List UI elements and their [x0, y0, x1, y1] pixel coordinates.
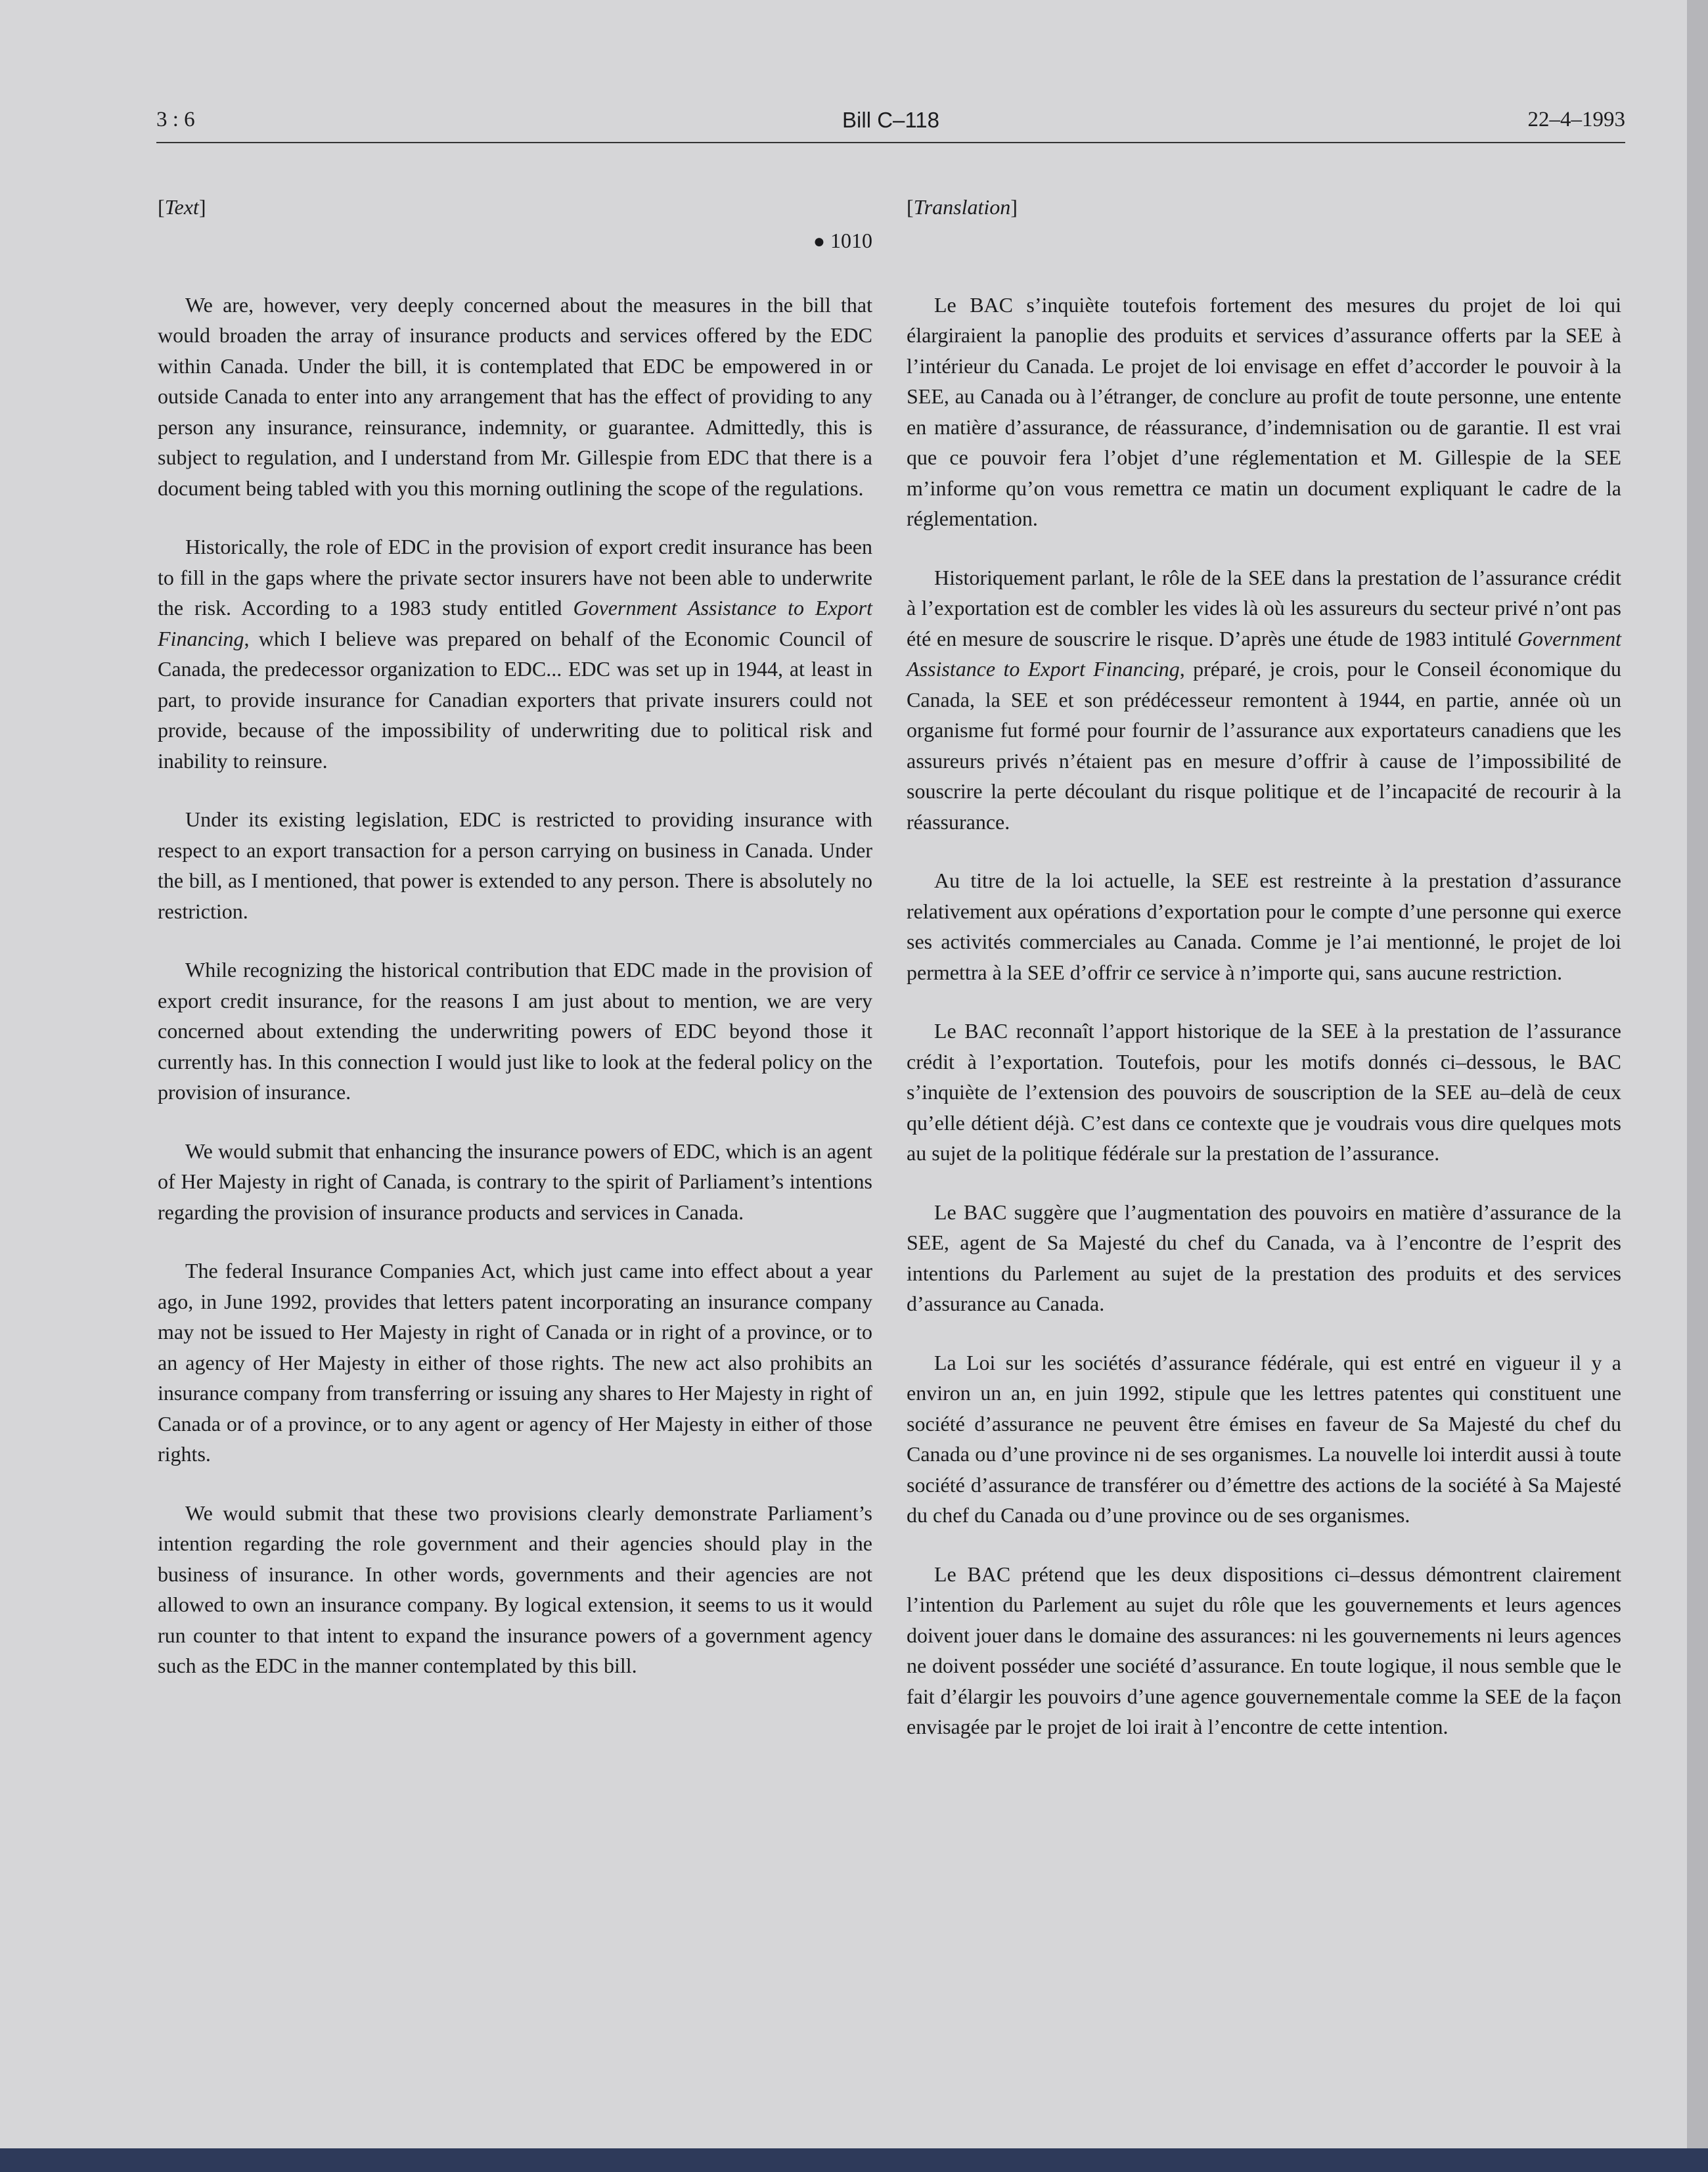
scan-bottom-edge	[0, 2148, 1708, 2172]
column-label-translation: [Translation]	[907, 195, 1018, 219]
paragraph: We are, however, very deeply concerned about the measures in the bill that would broaden the array of insurance products and services offered by the EDC within Canada. Under the bill, it is contemplated that EDC be empowered in or outside Canada to enter into any arrangement that has the effect of providing to any person any insurance, reinsurance, indemnity, or guarantee. Admittedly, this is subject to regulation, and I understand from Mr. Gillespie from EDC that there is a document being tabled with you this morning outlining the scope of the regulations.	[158, 292, 872, 500]
study-title: Government Assistance to Export Financing	[907, 626, 1621, 681]
paragraph: Le BAC prétend que les deux dispositions ci–dessus démontrent clairement l’intention du Parlement au sujet du rôle que les gouvernements et leurs agences doivent jouer dans le domaine des assurances: ni les gouvernements ni leurs agences ne doivent posséder une société d’assurance. En toute logique, il nous semble que le fait d’élargir les pouvoirs d’une agence gouvernementale comme la SEE de la façon envisagée par le projet de loi irait à l’encontre de cette intention.	[907, 1562, 1621, 1738]
paragraph: While recognizing the historical contribution that EDC made in the provision of export credit insurance, for the reasons I am just about to mention, we are very concerned about extending the underwriting powers of EDC beyond those it currently has. In this connection I would just like to look at the federal policy on the provision of insurance.	[158, 958, 872, 1104]
paragraph: The federal Insurance Companies Act, which just came into effect about a year ago, in June 1992, provides that letters patent incorporating an insurance company may not be issued to Her Majesty in right of Canada or in right of a province, or to an agency of Her Majesty in either of those rights. The new act also prohibits an insurance company from transferring or issuing any shares to Her Majesty in right of Canada or of a province, or to any agent or agency of Her Majesty in either of those rights.	[158, 1259, 872, 1466]
english-column	[158, 192, 872, 1709]
paragraph: We would submit that enhancing the insurance powers of EDC, which is an agent of Her Majesty in right of Canada, is contrary to the spirit of Parliament’s intentions regarding the provision of insurance products and services in Canada.	[158, 1139, 872, 1224]
page-number: 3 : 6	[156, 108, 195, 131]
paragraph: Le BAC s’inquiète toutefois fortement des mesures du projet de loi qui élargiraient la panoplie des produits et services d’assurance offerts par la SEE à l’intérieur du Canada. Le projet de loi envisage en effet d’accorder le pouvoir à la SEE, au Canada ou à l’étranger, de conclure au profit de toute personne, une entente en matière d’assurance, de réassurance, d’indemnisation ou de garantie. Il est vrai que ce pouvoir fera l’objet d’une réglementation et M. Gillespie de la SEE m’informe qu’on vous remettra ce matin un document expliquant le cadre de la réglementation.	[907, 292, 1621, 530]
bullet-icon: ●	[813, 230, 825, 252]
page-edge	[1687, 0, 1708, 2148]
paragraph: Le BAC reconnaît l’apport historique de la SEE à la prestation de l’assurance crédit à l’exportation. Toutefois, pour les motifs donnés ci–dessous, le BAC s’inquiète de l’extension des pouvoirs de souscription de la SEE au–delà de ceux qu’elle détient déjà. C’est dans ce contexte que je voudrais vous dire quelques mots au sujet de la politique fédérale sur la prestation de l’assurance.	[907, 1019, 1621, 1165]
time-marker	[158, 225, 872, 256]
paragraph: We would submit that these two provisions clearly demonstrate Parliament’s intention regarding the role government and their agencies should play in the business of insurance. In other words, governments and their agencies are not allowed to own an insurance company. By logical extension, it seems to us it would run counter to that intent to expand the insurance powers of a government agency such as the EDC in the manner contemplated by this bill.	[158, 1501, 872, 1677]
paragraph-historic: Historiquement parlant, le rôle de la SEE dans la prestation de l’assurance crédit à l’exportation est de combler les vides là où les assureurs du secteur privé n’ont pas été en mesure de souscrire le risque. D’après une étude de 1983 intitulé Government Assistance to Export Financing, préparé, je crois, pour le Conseil économique du Canada, la SEE et son prédécesseur remontent à 1944, en partie, année où un organisme fut formé pour fournir de l’assurance aux exportateurs canadiens que les assureurs privés n’étaient pas en mesure d’offrir à cause de l’impossibilité de souscrire la perte découlant du risque politique et de l’incapacité de recourir à la réassurance.	[907, 565, 1622, 834]
time-marker-value: 1010	[830, 228, 872, 252]
document-title: Bill C–118	[842, 108, 939, 132]
header-rule	[156, 142, 1625, 143]
running-header	[156, 108, 1625, 147]
paragraph: Au titre de la loi actuelle, la SEE est restreinte à la prestation d’assurance relativement aux opérations d’exportation pour le compte d’une personne qui exerce ses activités commerciales au Canada. Comme je l’ai mentionné, le projet de loi permettra à la SEE d’offrir ce service à n’importe qui, sans aucune restriction.	[907, 869, 1621, 984]
column-label-text: [Text]	[158, 195, 206, 219]
paragraph: Under its existing legislation, EDC is restricted to providing insurance with respect to an export transaction for a person carrying on business in Canada. Under the bill, as I mentioned, that power is extended to any person. There is absolutely no restriction.	[158, 807, 872, 923]
paragraph-historic: Historically, the role of EDC in the provision of export credit insurance has been to fill in the gaps where the private sector insurers have not been able to underwrite the risk. According to a 1983 study entitled Government Assistance to Export Financing, which I believe was prepared on behalf of the Economic Council of Canada, the predecessor organization to EDC... EDC was set up in 1944, at least in part, to provide insurance for Canadian exporters that private insurers could not provide, because of the impossibility of underwriting due to political risk and inability to reinsure.	[158, 535, 873, 773]
document-date: 22–4–1993	[1527, 108, 1625, 131]
french-column	[907, 192, 1621, 1771]
paragraph: Le BAC suggère que l’augmentation des pouvoirs en matière d’assurance de la SEE, agent de Sa Majesté du chef du Canada, va à l’encontre de l’esprit des intentions du Parlement au sujet de la prestation des produits et des services d’assurance au Canada.	[907, 1200, 1621, 1315]
paragraph: La Loi sur les sociétés d’assurance fédérale, qui est entré en vigueur il y a environ un an, en juin 1992, stipule que les lettres patentes qui constituent une société d’assurance ne peuvent être émises en faveur de Sa Majesté du chef du Canada ou d’une province ni de ses organismes. La nouvelle loi interdit aussi à toute société d’assurance de transférer ou d’émettre des actions de la société à Sa Majesté du chef du Canada ou d’une province ou de ses organismes.	[907, 1350, 1621, 1527]
study-title: Government Assistance to Export Financing	[158, 596, 873, 650]
